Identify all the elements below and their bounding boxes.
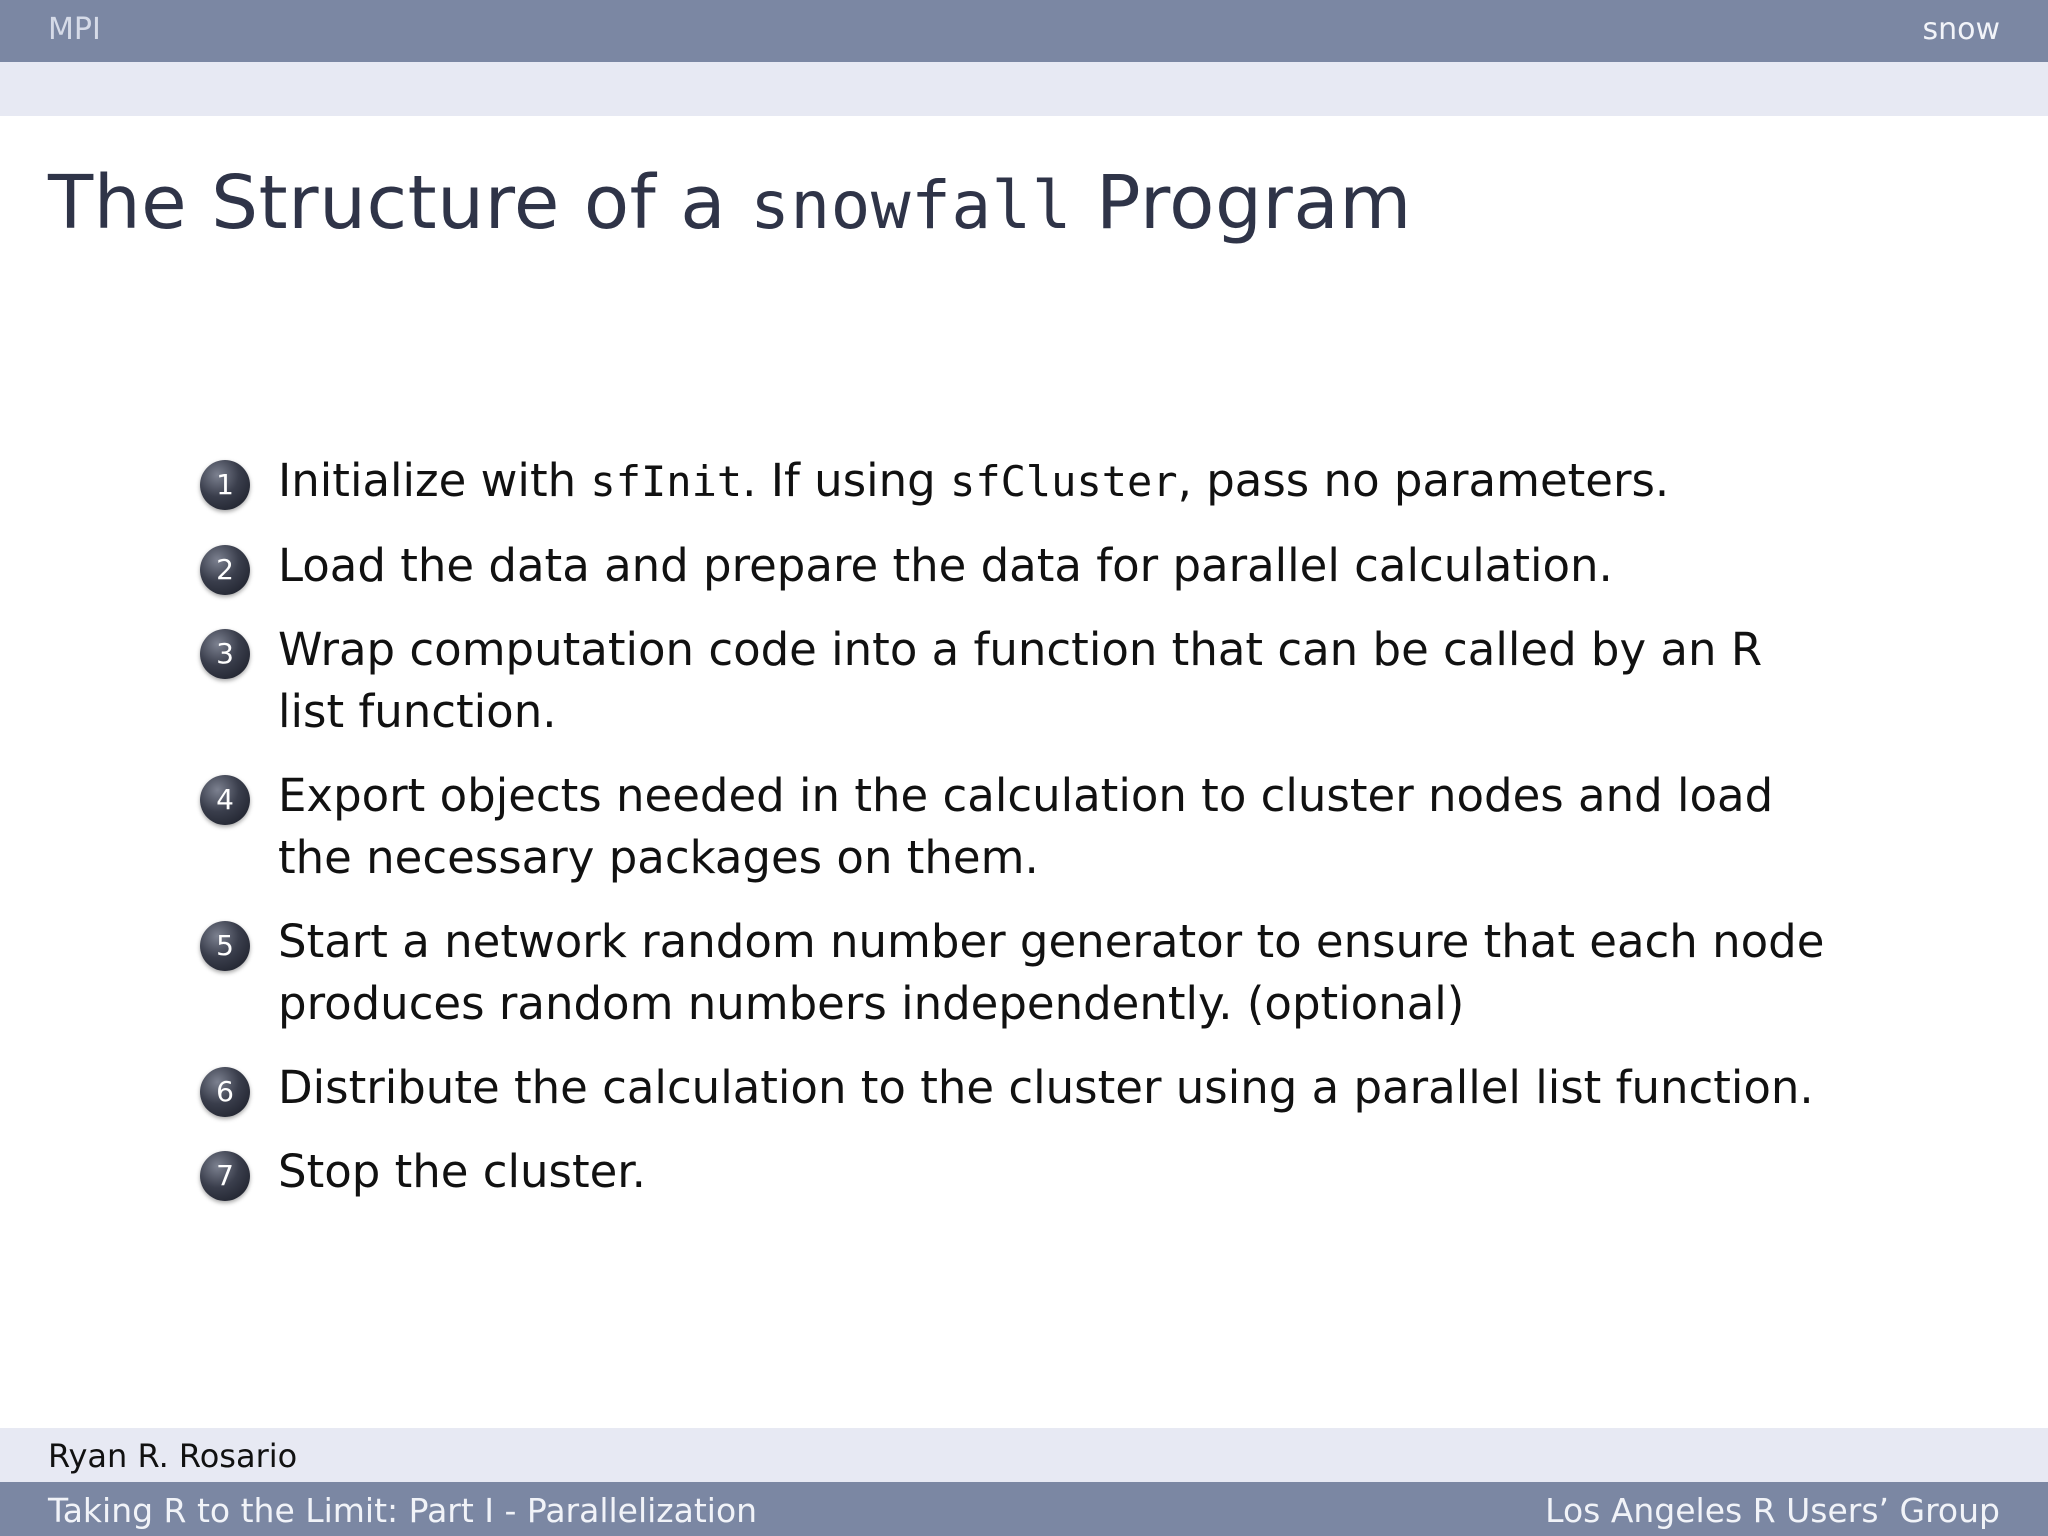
list-item [200,619,1840,743]
list-item [200,1057,1840,1119]
step-number-badge: 1 [200,460,250,510]
header-bar [0,0,2048,62]
list-item [200,765,1840,889]
step-text-part: Initialize with [278,454,591,507]
step-number-badge: 5 [200,921,250,971]
step-text: Load the data and prepare the data for parallel calculation. [278,539,1613,592]
step-number-badge: 6 [200,1067,250,1117]
step-number-badge: 4 [200,775,250,825]
list-item [200,911,1840,1035]
section-nav-mpi[interactable]: MPI [48,12,101,47]
step-number-badge: 3 [200,629,250,679]
slide-title-suffix: Program [1072,160,1412,246]
step-text: Stop the cluster. [278,1145,646,1198]
list-item [200,535,1840,597]
list-item [200,1141,1840,1203]
slide-title [48,160,1412,246]
venue-name: Los Angeles R Users’ Group [1545,1491,2000,1530]
slide-title-prefix: The Structure of a [48,160,751,246]
code-sfinit: sfInit [590,457,743,506]
step-text-part: . If using [742,454,951,507]
step-text [278,450,1669,513]
step-number-badge: 7 [200,1151,250,1201]
talk-title: Taking R to the Limit: Part I - Parallelization [48,1491,758,1530]
step-number-badge: 2 [200,545,250,595]
step-text: Start a network random number generator to ensure that each node produces random numbers independently. (optional) [278,915,1825,1030]
steps-list [200,450,1840,1225]
header-band [0,62,2048,116]
step-text: Export objects needed in the calculation to cluster nodes and load the necessary packages on them. [278,769,1774,884]
slide-title-code: snowfall [750,167,1073,244]
step-text-part: , pass no parameters. [1177,454,1670,507]
author-name: Ryan R. Rosario [48,1437,298,1475]
footer-bar [0,1482,2048,1536]
code-sfcluster: sfCluster [950,457,1178,506]
subsection-nav-snow[interactable]: snow [1922,12,2000,47]
step-text: Distribute the calculation to the cluster using a parallel list function. [278,1061,1814,1114]
step-text: Wrap computation code into a function that can be called by an R list function. [278,623,1763,738]
list-item [200,450,1840,513]
footer-author-band [0,1428,2048,1482]
